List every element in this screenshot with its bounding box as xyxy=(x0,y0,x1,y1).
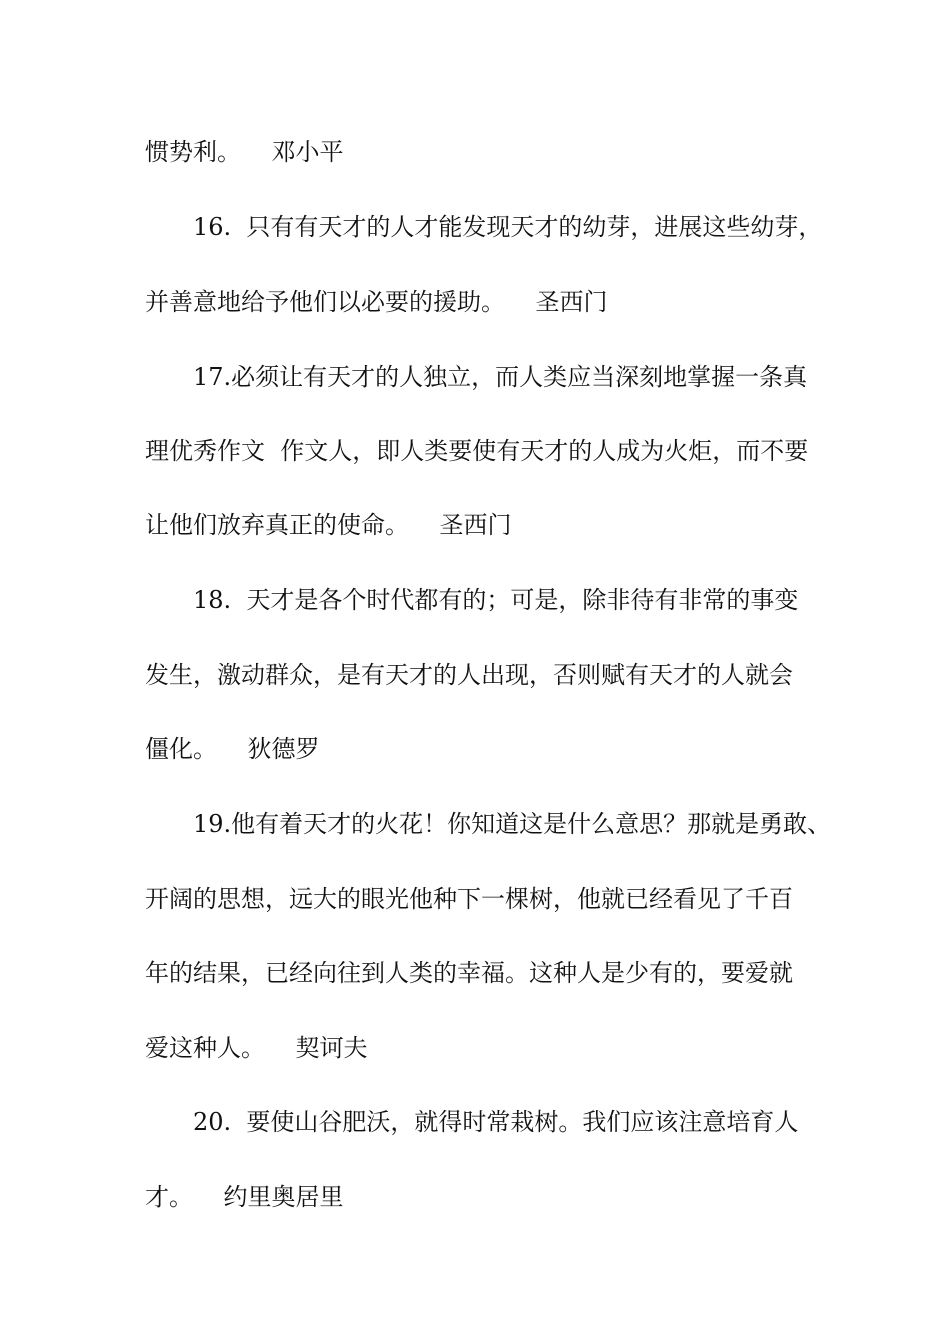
text-line: 并善意地给予他们以必要的援助。 圣西门 xyxy=(145,288,608,316)
text-line: 僵化。 狄德罗 xyxy=(145,735,320,763)
text-line: 17.必须让有天才的人独立，而人类应当深刻地掌握一条真 xyxy=(193,363,808,391)
text-line: 让他们放弃真正的使命。 圣西门 xyxy=(145,511,512,539)
text-line: 20. 要使山谷肥沃，就得时常栽树。我们应该注意培育人 xyxy=(193,1108,799,1136)
text-line: 发生，激动群众，是有天才的人出现，否则赋有天才的人就会 xyxy=(145,661,793,689)
text-line: 19.他有着天才的火花！你知道这是什么意思？那就是勇敢、 xyxy=(193,810,832,838)
text-line: 16. 只有有天才的人才能发现天才的幼芽，进展这些幼芽， xyxy=(193,213,823,241)
text-line: 开阔的思想，远大的眼光他种下一棵树，他就已经看见了千百 xyxy=(145,885,793,913)
text-line: 爱这种人。 契诃夫 xyxy=(145,1034,368,1062)
text-line: 年的结果，已经向往到人类的幸福。这种人是少有的，要爱就 xyxy=(145,959,793,987)
text-line: 18. 天才是各个时代都有的；可是，除非待有非常的事变 xyxy=(193,586,799,614)
text-line: 惯势利。 邓小平 xyxy=(145,138,344,166)
text-line: 才。 约里奥居里 xyxy=(145,1183,344,1211)
text-line: 理优秀作文 作文人，即人类要使有天才的人成为火炬，而不要 xyxy=(145,437,809,465)
